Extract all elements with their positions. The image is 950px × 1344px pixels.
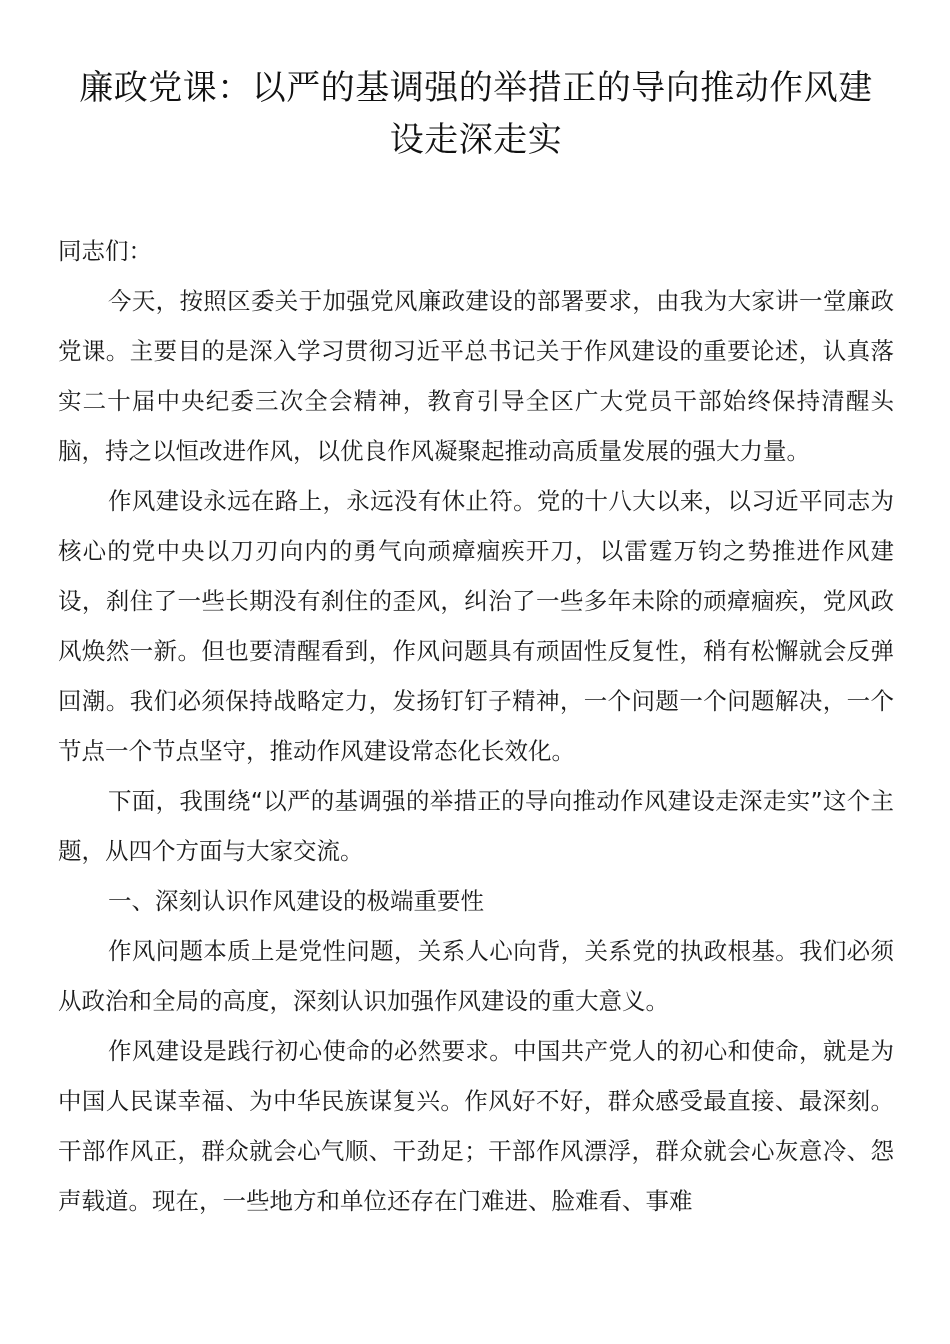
title-line-1: 廉政党课：以严的基调强的举措正的导向推动作风建 (79, 68, 873, 108)
paragraph-background: 作风建设永远在路上，永远没有休止符。党的十八大以来，以习近平同志为核心的党中央以刀刃向内的勇气向顽瘴痼疾开刀，以雷霆万钧之势推进作风建设，刹住了一些长期没有刹住的歪风，纠治了一些多年未除的顽瘴痼疾，党风政风焕然一新。但也要清醒看到，作风问题具有顽固性反复性，稍有松懈就会反弹回潮。我们必须保持战略定力，发扬钉钉子精神，一个问题一个问题解决，一个节点一个节点坚守，推动作风建设常态化长效化。 (58, 487, 894, 765)
paragraph-section-1-point-1: 作风建设是践行初心使命的必然要求。中国共产党人的初心和使命，就是为中国人民谋幸福、为中华民族谋复兴。作风好不好，群众感受最直接、最深刻。干部作风正，群众就会心气顺、干劲足；干部作风漂浮，群众就会心灰意冷、怨声载道。现在，一些地方和单位还存在门难进、脸难看、事难 (58, 1037, 894, 1215)
paragraph-section-1-intro: 作风问题本质上是党性问题，关系人心向背，关系党的执政根基。我们必须从政治和全局的高度，深刻认识加强作风建设的重大意义。 (58, 937, 894, 1015)
document-page (58, 62, 894, 1226)
section-heading-1: 一、深刻认识作风建设的极端重要性 (108, 887, 484, 915)
document-body (58, 226, 894, 1226)
paragraph-intro: 今天，按照区委关于加强党风廉政建设的部署要求，由我为大家讲一堂廉政党课。主要目的是深入学习贯彻习近平总书记关于作风建设的重要论述，认真落实二十届中央纪委三次全会精神，教育引导全区广大党员干部始终保持清醒头脑，持之以恒改进作风，以优良作风凝聚起推动高质量发展的强大力量。 (58, 287, 894, 465)
paragraph-outline: 下面，我围绕“以严的基调强的举措正的导向推动作风建设走深走实”这个主题，从四个方面与大家交流。 (58, 787, 894, 865)
document-title (58, 62, 894, 166)
title-line-2: 设走深走实 (389, 120, 563, 160)
greeting: 同志们： (58, 237, 152, 265)
